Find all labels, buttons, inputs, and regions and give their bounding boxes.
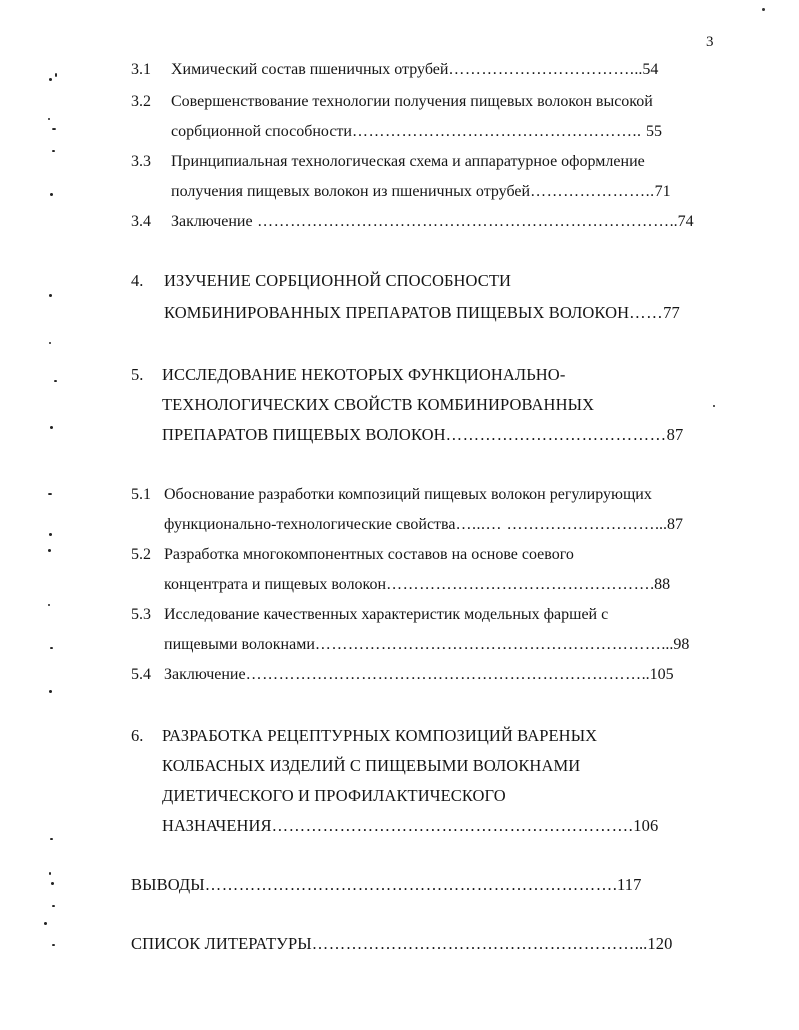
scan-speck (50, 838, 53, 840)
toc-3-3-title-line1[interactable]: Принципиальная технологическая схема и аппаратурное оформление (171, 153, 645, 170)
toc-entry-3-4[interactable] (171, 212, 723, 232)
scan-speck (54, 380, 57, 382)
toc-3-3-page: 71 (654, 183, 671, 200)
toc-ch4-number: 4. (131, 271, 144, 290)
scan-speck (49, 872, 51, 875)
toc-3-2-page: 55 (645, 123, 662, 140)
toc-3-4-title: Заключение (171, 213, 253, 230)
toc-entry-5-3[interactable] (164, 635, 720, 655)
toc-3-2-number: 3.2 (131, 93, 151, 110)
toc-5-2-number: 5.2 (131, 546, 151, 563)
toc-entry-5-2[interactable] (164, 575, 720, 595)
toc-entry-ch4[interactable] (164, 303, 724, 323)
toc-3-1-number: 3.1 (131, 61, 151, 78)
toc-3-2-title-line1[interactable]: Совершенствование технологии получения пищевых волокон высокой (171, 93, 653, 110)
scan-speck (49, 533, 52, 536)
toc-5-3-number: 5.3 (131, 606, 151, 623)
toc-ch4-title-line1[interactable]: ИЗУЧЕНИЕ СОРБЦИОННОЙ СПОСОБНОСТИ (164, 271, 512, 290)
toc-5-2-page: .88 (650, 576, 671, 593)
toc-5-1-number: 5.1 (131, 486, 151, 503)
page-number: 3 (706, 34, 714, 50)
toc-leader-dots: ………………….. (530, 183, 655, 200)
scan-speck (48, 549, 51, 552)
toc-5-2-title-line2: концентрата и пищевых волокон (164, 576, 387, 593)
toc-5-4-number: 5.4 (131, 666, 151, 683)
toc-ch5-title-line2[interactable]: ТЕХНОЛОГИЧЕСКИХ СВОЙСТВ КОМБИНИРОВАННЫХ (162, 395, 595, 414)
toc-conclusions-page: .117 (612, 875, 642, 894)
toc-3-3-number: 3.3 (131, 153, 151, 170)
toc-leader-dots: ………………………………… (445, 425, 667, 444)
toc-leader-dots: …… (629, 303, 664, 322)
scan-speck (50, 647, 53, 649)
toc-leader-dots: ……………………………………………………… (314, 636, 662, 653)
scan-speck (55, 73, 57, 77)
scan-speck (49, 690, 52, 693)
toc-ch5-title-line3: ПРЕПАРАТОВ ПИЩЕВЫХ ВОЛОКОН (162, 425, 446, 444)
toc-ch5-number: 5. (131, 365, 144, 384)
toc-references-title: СПИСОК ЛИТЕРАТУРЫ (131, 934, 312, 953)
toc-5-2-title-line1[interactable]: Разработка многокомпонентных составов на основе соевого (164, 546, 574, 563)
toc-3-4-page: ..74 (669, 213, 694, 230)
toc-ch6-title-line2[interactable]: КОЛБАСНЫХ ИЗДЕЛИЙ С ПИЩЕВЫМИ ВОЛОКНАМИ (162, 756, 581, 775)
toc-leader-dots: ………………………………………………………. (271, 816, 634, 835)
toc-leader-dots: ………………………………………………………………… (252, 213, 670, 230)
scan-speck (48, 604, 50, 606)
toc-entry-3-1[interactable] (171, 60, 723, 80)
scan-speck (52, 150, 55, 152)
toc-5-4-title: Заключение (164, 666, 246, 683)
toc-5-1-page: ...87 (654, 516, 683, 533)
toc-5-1-title-line2: функционально-технологические свойства (164, 516, 456, 533)
toc-ch6-title-line3[interactable]: ДИЕТИЧЕСКОГО И ПРОФИЛАКТИЧЕСКОГО (162, 786, 506, 805)
toc-entry-ch5[interactable] (162, 425, 724, 445)
toc-ch6-number: 6. (131, 726, 144, 745)
toc-leader-dots: …………………………………………….. (351, 123, 646, 140)
scan-speck (48, 118, 50, 120)
scan-speck (48, 493, 52, 495)
scan-speck (44, 922, 47, 925)
scan-speck (50, 193, 53, 196)
toc-leader-dots: ……………………………. (448, 61, 635, 78)
scan-speck (51, 882, 54, 885)
scan-speck (50, 426, 53, 429)
scan-speck (49, 78, 52, 81)
toc-ch4-title-line2: КОМБИНИРОВАННЫХ ПРЕПАРАТОВ ПИЩЕВЫХ ВОЛОКОН (164, 303, 630, 322)
toc-5-3-title-line2: пищевыми волокнами (164, 636, 315, 653)
toc-entry-5-4[interactable] (164, 665, 720, 685)
scan-speck (52, 905, 55, 907)
toc-leader-dots: …...… ……………………… (455, 516, 655, 533)
scan-speck (49, 294, 52, 297)
toc-ch6-title-line1[interactable]: РАЗРАБОТКА РЕЦЕПТУРНЫХ КОМПОЗИЦИЙ ВАРЕНЫХ (162, 726, 598, 745)
toc-ch4-page: 77 (663, 303, 680, 322)
toc-entry-5-1[interactable] (164, 515, 714, 535)
toc-entry-3-2[interactable] (171, 122, 723, 142)
toc-5-3-page: ...98 (661, 636, 690, 653)
scan-speck (762, 8, 765, 11)
scan-speck (713, 405, 715, 407)
toc-entry-3-3[interactable] (171, 182, 723, 202)
toc-ch5-page: 87 (666, 425, 684, 444)
toc-ch6-page: 106 (633, 816, 659, 835)
toc-references-page: ...120 (634, 934, 673, 953)
toc-3-1-page: ..54 (634, 61, 659, 78)
toc-entry-references[interactable] (131, 934, 720, 954)
toc-leader-dots: ……………………………………………………………… (204, 875, 613, 894)
toc-ch5-title-line1[interactable]: ИССЛЕДОВАНИЕ НЕКОТОРЫХ ФУНКЦИОНАЛЬНО- (162, 365, 566, 384)
toc-5-1-title-line1[interactable]: Обоснование разработки композиций пищевых волокон регулирующих (164, 486, 652, 503)
scan-speck (52, 128, 56, 130)
toc-5-4-page: ..105 (641, 666, 674, 683)
toc-conclusions-title: ВЫВОДЫ (131, 875, 205, 894)
scan-speck (52, 944, 55, 946)
toc-5-3-title-line1[interactable]: Исследование качественных характеристик модельных фаршей с (164, 606, 609, 623)
toc-3-1-title: Химический состав пшеничных отрубей (171, 61, 449, 78)
toc-leader-dots: ………………………………………………… (311, 934, 635, 953)
toc-entry-conclusions[interactable] (131, 875, 720, 895)
toc-leader-dots: ……………………………………………………………… (245, 666, 642, 683)
toc-3-4-number: 3.4 (131, 213, 151, 230)
toc-3-2-title-line2: сорбционной способности (171, 123, 352, 140)
toc-3-3-title-line2: получения пищевых волокон из пшеничных отрубей (171, 183, 531, 200)
toc-ch6-title-line4: НАЗНАЧЕНИЯ (162, 816, 272, 835)
toc-leader-dots: ………………………………………… (386, 576, 651, 593)
scan-speck (49, 342, 51, 344)
toc-entry-ch6[interactable] (162, 816, 720, 836)
